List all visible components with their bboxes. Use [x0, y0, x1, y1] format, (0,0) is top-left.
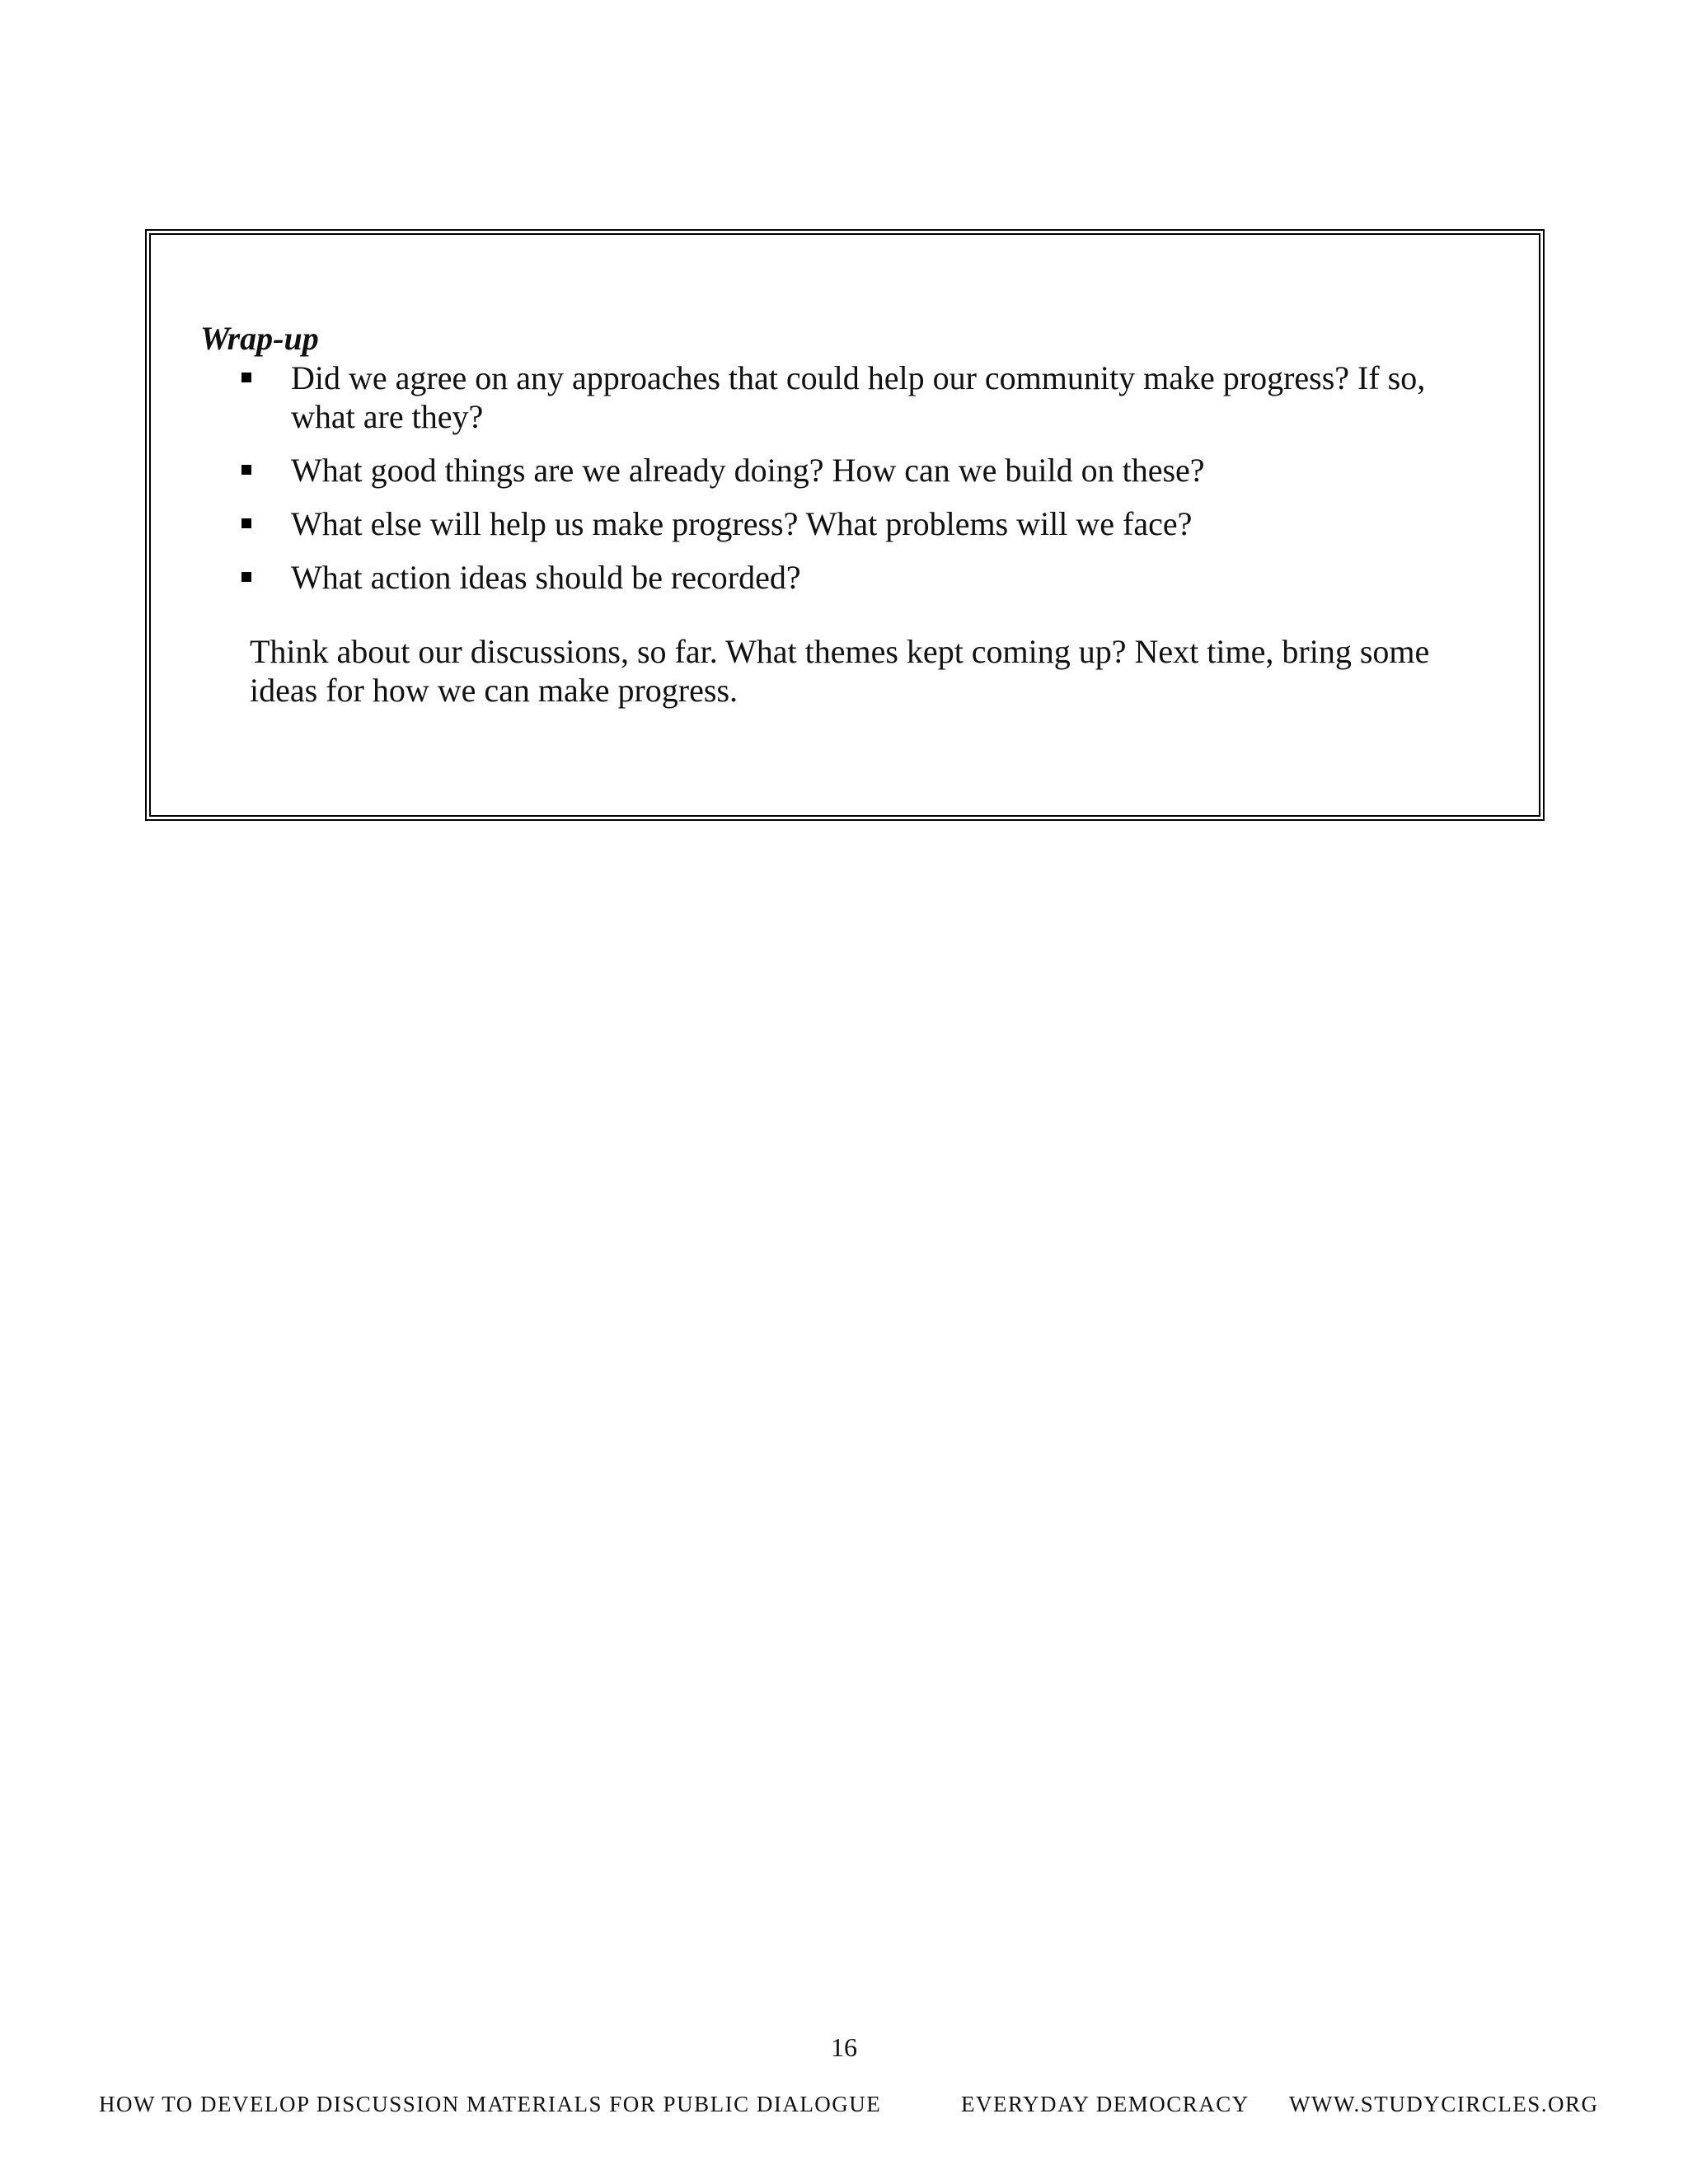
wrap-up-heading: Wrap-up	[200, 320, 319, 357]
list-item	[241, 504, 1461, 543]
list-item-text: What else will help us make progress? What problems will we face?	[291, 505, 1193, 542]
square-bullet-icon	[241, 373, 251, 382]
wrap-up-question-list	[241, 359, 1461, 612]
page-number: 16	[831, 2032, 857, 2062]
footer-organization: EVERYDAY DEMOCRACY	[961, 2092, 1250, 2116]
wrap-up-closing-paragraph: Think about our discussions, so far. What themes kept coming up? Next time, bring some ideas for how we can make progress.	[250, 633, 1430, 709]
square-bullet-icon	[241, 518, 251, 528]
footer-document-title: HOW TO DEVELOP DISCUSSION MATERIALS FOR PUBLIC DIALOGUE	[99, 2092, 882, 2116]
list-item	[241, 451, 1461, 490]
list-item	[241, 359, 1461, 436]
footer-website: WWW.STUDYCIRCLES.ORG	[1289, 2092, 1599, 2116]
wrap-up-box	[145, 229, 1545, 821]
square-bullet-icon	[241, 465, 251, 475]
list-item-text: What action ideas should be recorded?	[291, 559, 801, 596]
list-item-text: What good things are we already doing? How can we build on these?	[291, 452, 1205, 489]
list-item	[241, 558, 1461, 597]
wrap-up-box-content	[151, 235, 1539, 815]
list-item-text: Did we agree on any approaches that could help our community make progress? If so, what are they?	[291, 359, 1426, 435]
square-bullet-icon	[241, 572, 251, 582]
